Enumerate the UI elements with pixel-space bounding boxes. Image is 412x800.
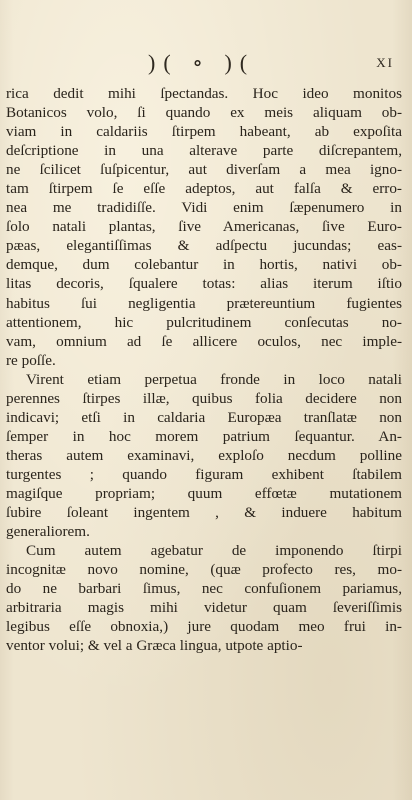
paragraph xyxy=(6,541,402,655)
text-line: incognitæ novo nomine, (quæ profecto res, mo- xyxy=(6,561,402,579)
body-text xyxy=(6,84,402,655)
page-number: XI xyxy=(376,55,394,70)
text-line: litas decoris, ſqualere totas: alias iterum iſtio xyxy=(6,275,402,293)
text-line: turgentes ; quando figuram exhibent ſtabilem xyxy=(6,465,402,483)
text-line: tam ſtirpem ſe eſſe adeptos, aut falſa & erro- xyxy=(6,180,402,198)
text-line: ſubire ſoleant ingentem , & induere habitum xyxy=(6,504,402,522)
text-line: demque, dum colebantur in hortis, nativi ob- xyxy=(6,256,402,274)
text-line: ſemper in hoc morem patrium ſequantur. An- xyxy=(6,427,402,445)
text-line: attentionem, hic pulcritudinem conſecutas no- xyxy=(6,313,402,331)
running-header xyxy=(0,48,412,78)
text-line: Botanicos volo, ſi quando ex meis aliquam ob- xyxy=(6,104,402,122)
text-line: theras autem examinavi, exploſo necdum polline xyxy=(6,446,402,464)
text-line: do ne barbari ſimus, nec confuſionem pariamus, xyxy=(6,580,402,598)
text-line: arbitraria magis mihi videtur quam ſeveriſſimis xyxy=(6,599,402,617)
text-line: viam in caldariis ſtirpem habeant, ab expoſita xyxy=(6,123,402,141)
text-line: ventor volui; & vel a Græca lingua, utpote aptio- xyxy=(6,637,303,655)
text-line: ne ſcilicet ſuſpicentur, aut diverſam a mea igno- xyxy=(6,161,402,179)
text-line: generaliorem. xyxy=(6,523,90,541)
header-ornament: )( ∘ )( xyxy=(148,50,256,75)
text-line: deſcriptione in una alterave parte diſcrepantem, xyxy=(6,142,402,160)
text-line: legibus eſſe obnoxia,) jure quodam meo frui in- xyxy=(6,618,402,636)
text-line: Cum autem agebatur de imponendo ſtirpi xyxy=(26,542,402,560)
text-line: vam, omnium ad ſe allicere oculos, nec imple- xyxy=(6,332,402,350)
text-line: ſolo natali plantas, ſive Americanas, ſive Euro- xyxy=(6,218,402,236)
text-line: habitus ſui negligentia prætereuntium fugientes xyxy=(6,294,402,312)
text-line: magiſque propriam; quum effœtæ mutationem xyxy=(6,484,402,502)
paragraph xyxy=(6,370,402,541)
text-line: re poſſe. xyxy=(6,351,56,369)
text-line: pæas, elegantiſſimas & adſpectu jucundas; eas- xyxy=(6,237,402,255)
text-line: Virent etiam perpetua fronde in loco natali xyxy=(26,370,402,388)
paragraph xyxy=(6,84,402,370)
text-line: nea me tradidiſſe. Vidi enim ſæpenumero in xyxy=(6,199,402,217)
text-line: rica dedit mihi ſpectandas. Hoc ideo monitos xyxy=(6,85,402,102)
text-line: indicavi; etſi in caldaria Europæa tranſlatæ non xyxy=(6,408,402,426)
text-line: perennes ſtirpes illæ, quibus folia decidere non xyxy=(6,389,402,407)
